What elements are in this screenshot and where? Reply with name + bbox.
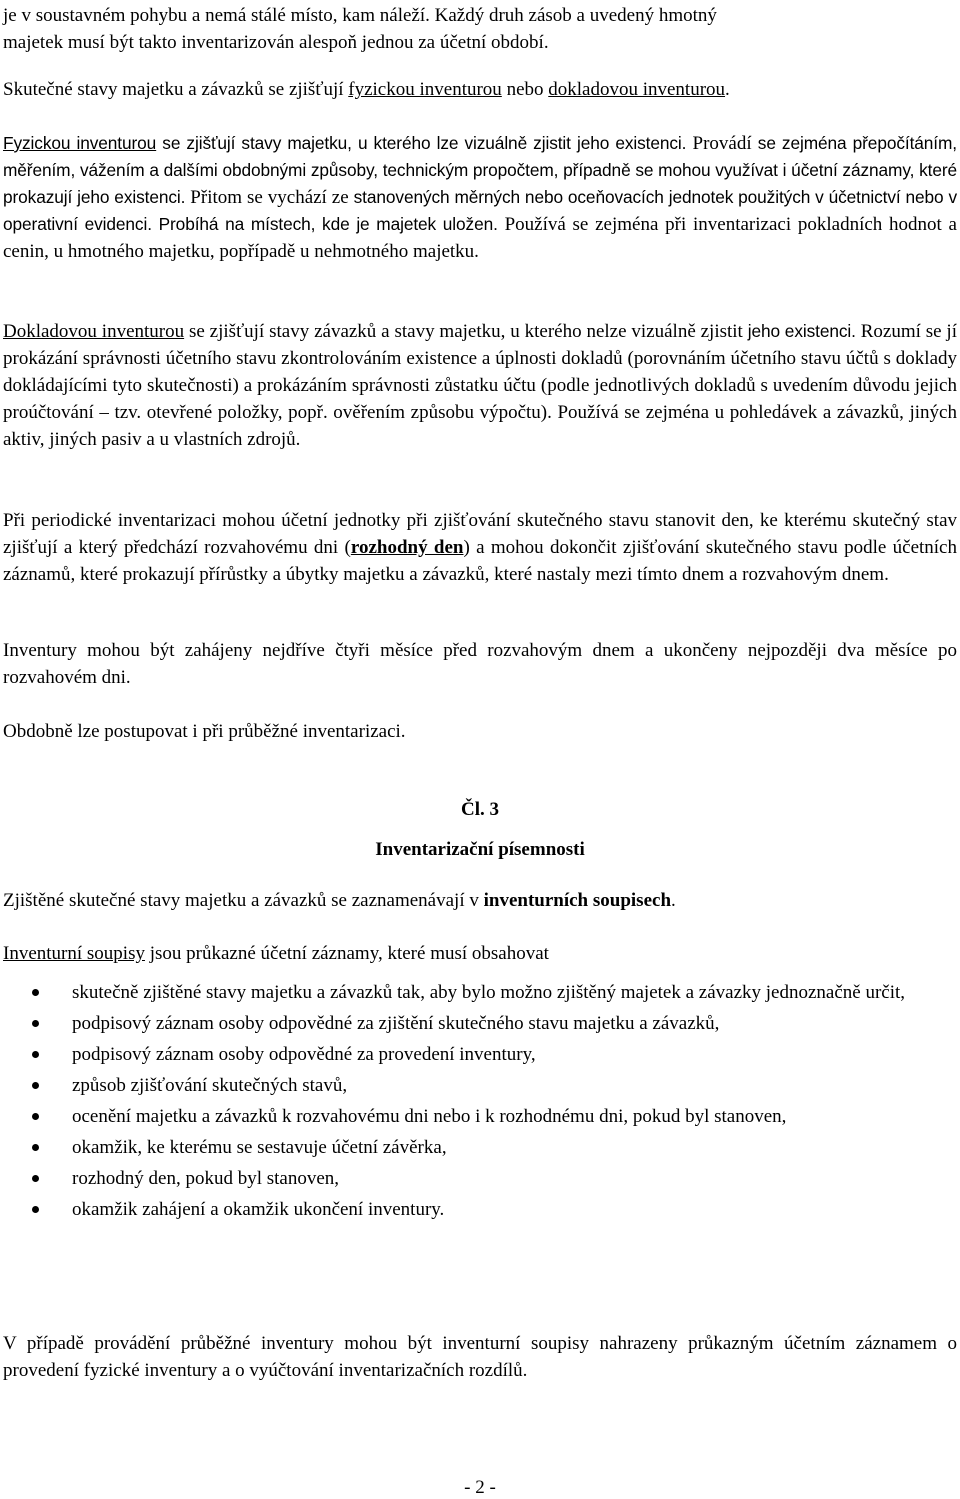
text: Rozumí se jí prokázání správnosti účetního stavu zkontrolováním existence a úplnosti dokladů (porovnáním účetního stavu účtů s doklady dokládajícími tyto skutečnosti) a prokázáním správnosti zůstatku účtu (podle jednotlivých dokladů s uvedením důvodu jejich proúčtování – tzv. otevřené položky, popř. ověřením způsobu výpočtu). Používá se zejména u pohledávek a závazků, jiných aktiv, jiných pasiv a u vlastních zdrojů. [3, 321, 957, 450]
bullet-icon [32, 1020, 39, 1027]
term-physical-inventory: Fyzickou inventurou [3, 133, 157, 153]
text: Při periodické inventarizaci mohou účetní jednotky při zjišťování skutečného stavu stanovit den, ke kterému skutečný stav zjišťují a který předchází rozvahovému dni ( [3, 510, 957, 558]
bullet-icon [32, 1144, 39, 1151]
bullet-icon [32, 1113, 39, 1120]
term-decisive-day: rozhodný den [350, 537, 464, 558]
text: . [725, 79, 730, 100]
term-document-inventory: Dokladovou inventurou [3, 321, 185, 342]
text: jsou průkazné účetní záznamy, které musí obsahovat [144, 943, 549, 964]
paragraph-continuation [3, 2, 957, 56]
text: Provádí [686, 133, 752, 154]
article-number: Čl. 3 [461, 799, 499, 820]
list-item [3, 1010, 957, 1037]
requirements-list [3, 979, 957, 1223]
list-item [3, 1103, 957, 1130]
list-item-text: způsob zjišťování skutečných stavů, [72, 1075, 348, 1096]
text: stanovených měrných nebo oceňovacích jednotek použitých v účetnictví nebo v operativní evidenci. Probíhá na místech, kde je majetek uložen. [3, 187, 957, 234]
paragraph-continuous-inventory [3, 1330, 957, 1384]
term-inventory-lists: inventurních soupisech [483, 890, 672, 911]
text: jeho existenci. [747, 321, 856, 341]
list-item [3, 979, 957, 1006]
text: Skutečné stavy majetku a závazků se zjišťují [3, 79, 349, 100]
text: . [671, 890, 676, 911]
paragraph-inventory-lists-contents [3, 940, 957, 967]
term-document-inventory: dokladovou inventurou [548, 79, 726, 100]
text: ) a mohou dokončit zjišťování skutečného stavu podle účetních záznamů, které prokazují přírůstky a úbytky majetku a závazků, které nastaly mezi tímto dnem a rozvahovým dnem. [3, 537, 957, 585]
text: se zejména přepočítáním, měřením, vážením a dalšími obdobnými způsoby, technickým propočtem, případně se mohou využívat i účetní záznamy, které prokazují jeho existenci. [3, 133, 958, 207]
list-item [3, 1041, 957, 1068]
paragraph-inventory-timing [3, 637, 957, 691]
paragraph-continuous [3, 718, 957, 745]
text: nebo [501, 79, 549, 100]
page-number: - 2 - [464, 1477, 496, 1498]
bullet-icon [32, 1175, 39, 1182]
text: V případě provádění průběžné inventury mohou být inventurní soupisy nahrazeny průkazným účetním záznamem o provedení fyzické inventury a o vyúčtování inventarizačních rozdílů. [3, 1333, 957, 1381]
bullet-icon [32, 1082, 39, 1089]
paragraph-line: je v soustavném pohybu a nemá stálé místo, kam náleží. Každý druh zásob a uvedený hmotný [3, 5, 717, 26]
list-item [3, 1072, 957, 1099]
list-item-text: podpisový záznam osoby odpovědné za provedení inventury, [72, 1044, 536, 1065]
list-item-text: podpisový záznam osoby odpovědné za zjištění skutečného stavu majetku a závazků, [72, 1013, 720, 1034]
text: Zjištěné skutečné stavy majetku a závazků se zaznamenávají v [3, 890, 484, 911]
paragraph-inventory-lists [3, 887, 957, 914]
text: Přitom se vychází ze [185, 187, 349, 208]
bullet-icon [32, 1051, 39, 1058]
list-item-text: skutečně zjištěné stavy majetku a závazků tak, aby bylo možno zjištěný majetek a závazky jednoznačně určit, [72, 982, 906, 1003]
term-inventory-lists: Inventurní soupisy [3, 943, 145, 964]
list-item [3, 1165, 957, 1192]
paragraph-physical-inventory [3, 130, 957, 265]
term-physical-inventory: fyzickou inventurou [348, 79, 502, 100]
list-item [3, 1134, 957, 1161]
list-item-text: okamžik zahájení a okamžik ukončení inventury. [72, 1199, 445, 1220]
paragraph-inventory-types [3, 76, 957, 103]
text: se zjišťují stavy majetku, u kterého lze vizuálně zjistit jeho existenci. [156, 133, 687, 153]
list-item-text: rozhodný den, pokud byl stanoven, [72, 1168, 340, 1189]
text: Inventury mohou být zahájeny nejdříve čtyři měsíce před rozvahovým dnem a ukončeny nejpozději dva měsíce po rozvahovém dni. [3, 640, 957, 688]
text: se zjišťují stavy závazků a stavy majetku, u kterého nelze vizuálně zjistit [184, 321, 743, 342]
article-title: Inventarizační písemnosti [375, 839, 585, 860]
paragraph-document-inventory [3, 318, 957, 453]
list-item [3, 1196, 957, 1223]
list-item-text: okamžik, ke kterému se sestavuje účetní závěrka, [72, 1137, 447, 1158]
bullet-icon [32, 1206, 39, 1213]
paragraph-periodic-inventory [3, 507, 957, 588]
list-item-text: ocenění majetku a závazků k rozvahovému dni nebo i k rozhodnému dni, pokud byl stanoven, [72, 1106, 787, 1127]
text: Používá se zejména při inventarizaci pokladních hodnot a cenin, u hmotného majetku, popřípadě u nehmotného majetku. [3, 214, 957, 262]
bullet-icon [32, 989, 39, 996]
paragraph-line: majetek musí být takto inventarizován alespoň jednou za účetní období. [3, 32, 549, 53]
text: Obdobně lze postupovat i při průběžné inventarizaci. [3, 721, 406, 742]
